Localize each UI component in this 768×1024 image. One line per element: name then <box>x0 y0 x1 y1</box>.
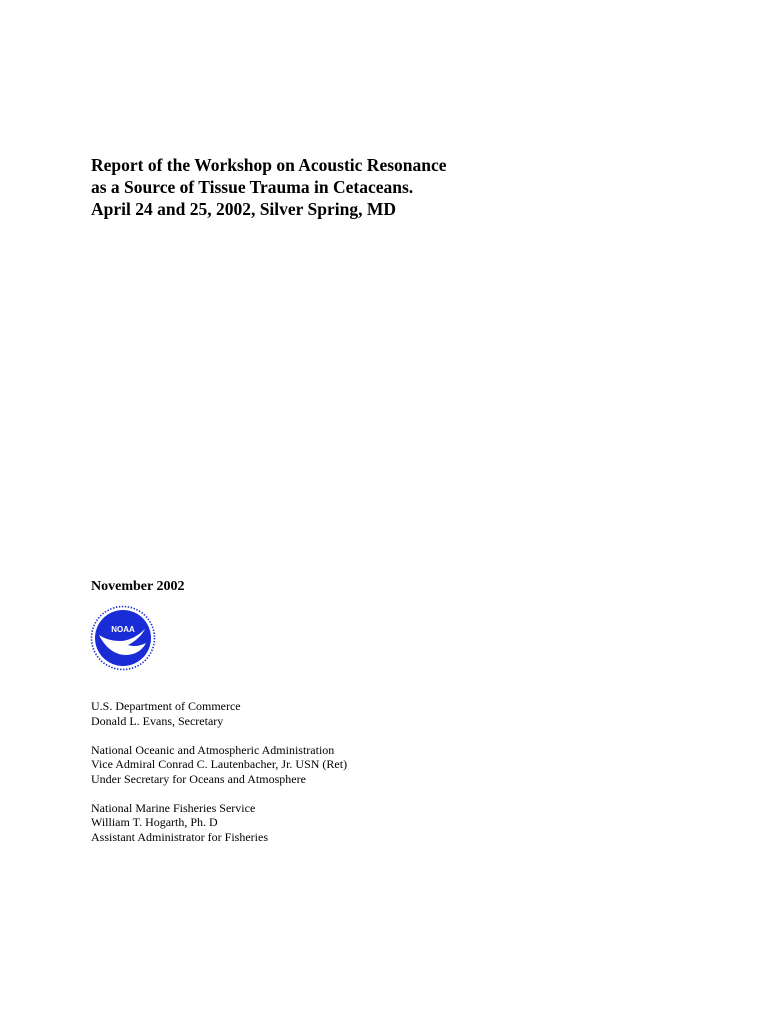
credit-line: Under Secretary for Oceans and Atmosphere <box>91 771 306 786</box>
logo-text: NOAA <box>111 625 135 634</box>
credit-line: U.S. Department of Commerce <box>91 699 241 713</box>
title-line-1: Report of the Workshop on Acoustic Resonance <box>91 155 447 175</box>
noaa-emblem <box>90 605 156 671</box>
credit-line: National Marine Fisheries Service <box>91 800 256 815</box>
credits-section <box>91 699 691 859</box>
credit-line: Vice Admiral Conrad C. Lautenbacher, Jr. USN (Ret) <box>91 757 348 771</box>
credit-group-noaa <box>91 743 691 787</box>
credit-line: Assistant Administrator for Fisheries <box>91 829 268 844</box>
credit-line: William T. Hogarth, Ph. D <box>91 815 218 829</box>
noaa-logo-icon <box>90 605 156 671</box>
credit-group-commerce <box>91 699 691 728</box>
credit-group-nmfs <box>91 801 691 845</box>
title-line-2: as a Source of Tissue Trauma in Cetaceans. <box>91 177 414 197</box>
credit-line: National Oceanic and Atmospheric Administration <box>91 742 335 757</box>
credit-line: Donald L. Evans, Secretary <box>91 713 224 728</box>
report-title <box>91 154 731 220</box>
title-line-3: April 24 and 25, 2002, Silver Spring, MD <box>91 199 396 219</box>
publication-date: November 2002 <box>91 579 185 594</box>
